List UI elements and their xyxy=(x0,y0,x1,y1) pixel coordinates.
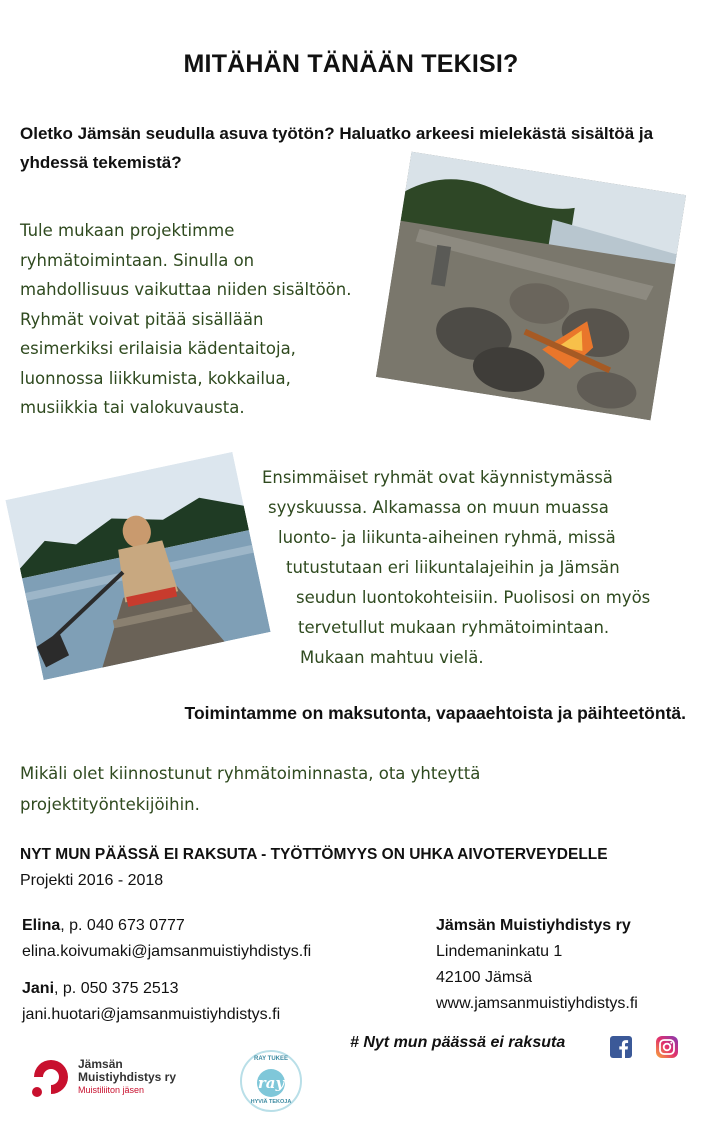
campfire-photo xyxy=(376,152,686,421)
campfire-illustration xyxy=(376,152,686,421)
paragraph-join: Tule mukaan projektimme ryhmätoimintaan. Sinulla on mahdollisuus vaikuttaa niiden sisältöön. Ryhmät voivat pitää sisällään esimerkiksi erilaisia kädentaitoja, luonnossa liikkumista, kokkailua, musiikkia tai valokuvausta. xyxy=(20,221,352,417)
page-title: MITÄHÄN TÄNÄÄN TEKISI? xyxy=(183,50,519,78)
canoe-photo xyxy=(5,452,270,680)
contact-email[interactable]: jani.huotari@jamsanmuistiyhdistys.fi xyxy=(22,1006,281,1023)
organization-website[interactable]: www.jamsanmuistiyhdistys.fi xyxy=(436,995,638,1012)
intro-text: Oletko Jämsän seudulla asuva työtön? Haluatko arkeesi mielekästä sisältöä ja yhdessä tekemistä? xyxy=(20,124,654,172)
paragraph-line: tutustutaan eri liikuntalajeihin ja Jämsän xyxy=(286,558,620,577)
project-title: NYT MUN PÄÄSSÄ EI RAKSUTA - TYÖTTÖMYYS ON UHKA AIVOTERVEYDELLE xyxy=(20,846,608,863)
contact-invite: Mikäli olet kiinnostunut ryhmätoiminnasta, ota yhteyttä projektityöntekijöihin. xyxy=(20,764,481,814)
ray-logo xyxy=(240,1050,302,1112)
organization-name: Jämsän Muistiyhdistys ry xyxy=(436,917,631,934)
contact-elina xyxy=(22,913,311,965)
paragraph-line: tervetullut mukaan ryhmätoimintaan. xyxy=(298,618,610,637)
paragraph-line: syyskuussa. Alkamassa on muun muassa xyxy=(268,498,609,517)
contact-jani xyxy=(22,976,280,1028)
facebook-icon[interactable] xyxy=(610,1036,632,1058)
logo-line: Jämsän xyxy=(78,1057,123,1071)
muistiyhdistys-logo-mark xyxy=(28,1054,76,1100)
contact-name: Elina xyxy=(22,917,61,934)
paragraph-line: Ensimmäiset ryhmät ovat käynnistymässä xyxy=(262,468,613,487)
contact-phone[interactable]: , p. 040 673 0777 xyxy=(60,917,185,934)
organization-city: 42100 Jämsä xyxy=(436,969,533,986)
logo-line: Muistiliiton jäsen xyxy=(78,1085,145,1095)
contact-phone[interactable]: , p. 050 375 2513 xyxy=(54,980,179,997)
canoe-illustration xyxy=(5,452,270,680)
instagram-icon[interactable] xyxy=(656,1036,678,1058)
contact-name: Jani xyxy=(22,980,55,997)
paragraph-line: luonto- ja liikunta-aiheinen ryhmä, missä xyxy=(278,528,616,547)
project-years: Projekti 2016 - 2018 xyxy=(20,872,164,889)
ray-center-text: ray xyxy=(257,1074,285,1092)
hashtag: # Nyt mun päässä ei raksuta xyxy=(350,1034,566,1051)
organization-street: Lindemaninkatu 1 xyxy=(436,943,563,960)
ray-top-text: RAY TUKEE xyxy=(253,1056,288,1062)
paragraph-line: Mukaan mahtuu vielä. xyxy=(300,648,484,667)
logo-line: Muistiyhdistys ry xyxy=(78,1070,177,1084)
muistiyhdistys-logo xyxy=(28,1054,198,1100)
paragraph-line: seudun luontokohteisiin. Puolisosi on myös xyxy=(296,588,651,607)
free-statement: Toimintamme on maksutonta, vapaaehtoista ja päihteetöntä. xyxy=(184,703,686,723)
ray-bottom-text: HYVIÄ TEKOJA xyxy=(250,1099,292,1105)
organization-block xyxy=(436,913,638,1017)
contact-email[interactable]: elina.koivumaki@jamsanmuistiyhdistys.fi xyxy=(22,943,312,960)
